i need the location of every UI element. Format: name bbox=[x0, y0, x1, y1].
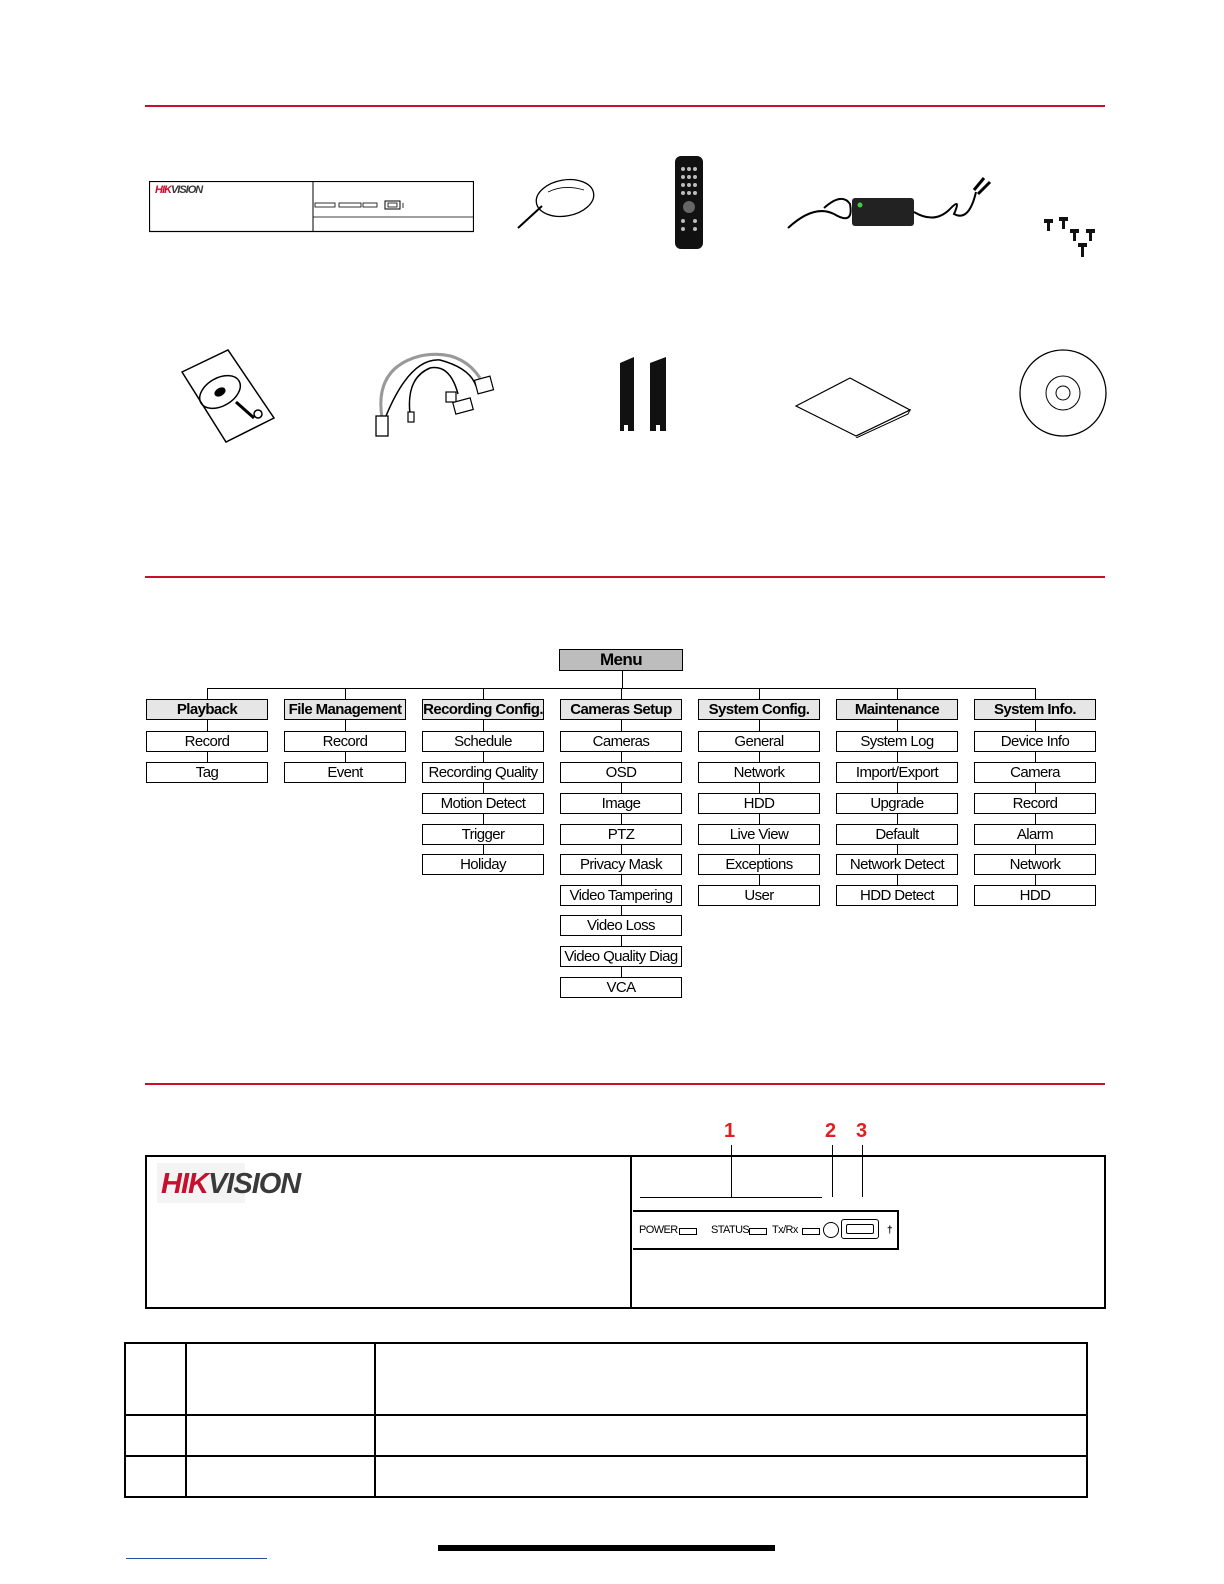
table-cell bbox=[186, 1415, 375, 1456]
menu-item-connector bbox=[483, 814, 484, 824]
menu-heading-3: Recording Config. bbox=[423, 701, 543, 718]
menu-item: Video Loss bbox=[560, 915, 682, 936]
power-led-label: POWER bbox=[639, 1224, 678, 1236]
nvr-unit-logo: HIKVISION bbox=[155, 184, 203, 196]
table-cell bbox=[125, 1415, 186, 1456]
cable-set-illustration bbox=[370, 348, 498, 445]
power-adapter-illustration bbox=[784, 174, 1002, 237]
power-led bbox=[679, 1228, 697, 1235]
menu-item-connector bbox=[621, 845, 622, 854]
remote-control-illustration bbox=[674, 155, 704, 255]
menu-column-connector bbox=[207, 688, 208, 699]
menu-item-connector bbox=[897, 814, 898, 824]
menu-item-connector bbox=[1035, 875, 1036, 885]
menu-item: Schedule bbox=[422, 731, 544, 752]
cd-disc-illustration bbox=[1018, 348, 1108, 443]
menu-item-connector bbox=[621, 752, 622, 762]
menu-heading-5: System Config. bbox=[698, 699, 820, 720]
menu-item: Video Tampering bbox=[560, 885, 682, 906]
menu-item-connector bbox=[897, 875, 898, 885]
menu-item-connector bbox=[621, 936, 622, 946]
usb-symbol-icon: † bbox=[887, 1225, 893, 1236]
menu-item-connector bbox=[621, 967, 622, 977]
menu-item-connector bbox=[897, 845, 898, 854]
menu-heading-4: Cameras Setup bbox=[560, 699, 682, 720]
menu-root-connector bbox=[622, 671, 623, 688]
nvr-unit-illustration bbox=[149, 181, 474, 233]
menu-item: HDD Detect bbox=[836, 885, 958, 906]
menu-item-connector bbox=[759, 752, 760, 762]
menu-column-connector bbox=[483, 688, 484, 699]
menu-item: Image bbox=[560, 793, 682, 814]
menu-item-connector bbox=[1035, 814, 1036, 824]
menu-heading-6: Maintenance bbox=[836, 699, 958, 720]
menu-item: System Log bbox=[836, 731, 958, 752]
status-led-label: STATUS bbox=[711, 1224, 750, 1236]
menu-item: General bbox=[698, 731, 820, 752]
menu-item: Privacy Mask bbox=[560, 854, 682, 875]
footer-link-underline bbox=[126, 1558, 267, 1559]
menu-item: Motion Detect bbox=[422, 793, 544, 814]
menu-column-connector bbox=[1035, 688, 1036, 699]
table-cell bbox=[186, 1343, 375, 1415]
menu-item: Default bbox=[836, 824, 958, 845]
menu-item: Network Detect bbox=[836, 854, 958, 875]
menu-heading-7: System Info. bbox=[974, 699, 1096, 720]
menu-item: Record bbox=[974, 793, 1096, 814]
txrx-led bbox=[802, 1228, 820, 1235]
menu-item-connector bbox=[1035, 720, 1036, 731]
menu-item: Holiday bbox=[422, 854, 544, 875]
menu-item-connector bbox=[759, 783, 760, 793]
status-led bbox=[749, 1228, 767, 1235]
mouse-illustration bbox=[514, 176, 596, 237]
menu-item: User bbox=[698, 885, 820, 906]
menu-item-connector bbox=[483, 783, 484, 793]
description-table bbox=[124, 1342, 1088, 1498]
menu-item-connector bbox=[483, 752, 484, 762]
menu-item-connector bbox=[897, 720, 898, 731]
menu-item-connector bbox=[1035, 752, 1036, 762]
menu-item: Recording Quality bbox=[422, 762, 544, 783]
ir-receiver-icon bbox=[823, 1222, 839, 1238]
menu-item-connector bbox=[621, 783, 622, 793]
menu-item-connector bbox=[483, 720, 484, 731]
menu-column-connector bbox=[621, 688, 622, 699]
menu-item: Camera bbox=[974, 762, 1096, 783]
menu-item: Live View bbox=[698, 824, 820, 845]
menu-item-connector bbox=[897, 752, 898, 762]
menu-heading-1: Playback bbox=[146, 699, 268, 720]
menu-item: Trigger bbox=[422, 824, 544, 845]
menu-item: Network bbox=[698, 762, 820, 783]
menu-item: Import/Export bbox=[836, 762, 958, 783]
menu-item: Tag bbox=[146, 762, 268, 783]
menu-item: VCA bbox=[560, 977, 682, 998]
menu-item: Video Quality Diag bbox=[560, 946, 682, 967]
menu-item-connector bbox=[897, 783, 898, 793]
table-cell bbox=[125, 1456, 186, 1497]
menu-item-connector bbox=[345, 720, 346, 731]
table-cell bbox=[186, 1456, 375, 1497]
menu-item-connector bbox=[621, 906, 622, 915]
menu-item: Alarm bbox=[974, 824, 1096, 845]
menu-item-connector bbox=[759, 720, 760, 731]
menu-item-connector bbox=[759, 814, 760, 824]
section-rule-3 bbox=[145, 1083, 1105, 1085]
menu-heading-2: File Management bbox=[284, 699, 406, 720]
screws-illustration bbox=[1042, 215, 1102, 268]
menu-item: Record bbox=[146, 731, 268, 752]
section-rule-1 bbox=[145, 105, 1105, 107]
menu-item-connector bbox=[483, 845, 484, 854]
usb-port-icon bbox=[841, 1219, 879, 1239]
txrx-led-label: Tx/Rx bbox=[772, 1224, 798, 1236]
menu-item-connector bbox=[1035, 783, 1036, 793]
menu-column-connector bbox=[897, 688, 898, 699]
menu-item-connector bbox=[621, 720, 622, 731]
menu-column-connector bbox=[759, 688, 760, 699]
menu-item: Event bbox=[284, 762, 406, 783]
menu-item: OSD bbox=[560, 762, 682, 783]
menu-item-connector bbox=[207, 720, 208, 731]
menu-item-connector bbox=[207, 752, 208, 762]
section-rule-2 bbox=[145, 576, 1105, 578]
menu-item: Exceptions bbox=[698, 854, 820, 875]
menu-column-connector bbox=[345, 688, 346, 699]
menu-item: Record bbox=[284, 731, 406, 752]
front-panel-divider bbox=[630, 1155, 632, 1309]
menu-item: HDD bbox=[974, 885, 1096, 906]
menu-item-connector bbox=[345, 752, 346, 762]
menu-item-connector bbox=[1035, 845, 1036, 854]
callout-2: 2 bbox=[825, 1120, 837, 1142]
menu-item-connector bbox=[621, 875, 622, 885]
table-cell bbox=[125, 1343, 186, 1415]
menu-item: Network bbox=[974, 854, 1096, 875]
footer-bar bbox=[438, 1545, 775, 1551]
menu-item: Device Info bbox=[974, 731, 1096, 752]
menu-item-connector bbox=[621, 814, 622, 824]
front-panel-logo: HIKVISION bbox=[161, 1168, 301, 1200]
callout-1: 1 bbox=[724, 1120, 736, 1142]
callout-3: 3 bbox=[856, 1120, 868, 1142]
table-cell bbox=[375, 1415, 1087, 1456]
menu-item: PTZ bbox=[560, 824, 682, 845]
menu-item-connector bbox=[759, 845, 760, 854]
hard-disk-illustration bbox=[180, 348, 276, 449]
menu-item: Upgrade bbox=[836, 793, 958, 814]
table-cell bbox=[375, 1343, 1087, 1415]
menu-item: Cameras bbox=[560, 731, 682, 752]
menu-root: Menu bbox=[559, 649, 683, 671]
manual-illustration bbox=[794, 376, 914, 443]
mounting-brackets-illustration bbox=[618, 355, 670, 440]
table-cell bbox=[375, 1456, 1087, 1497]
menu-item-connector bbox=[759, 875, 760, 885]
menu-item: HDD bbox=[698, 793, 820, 814]
